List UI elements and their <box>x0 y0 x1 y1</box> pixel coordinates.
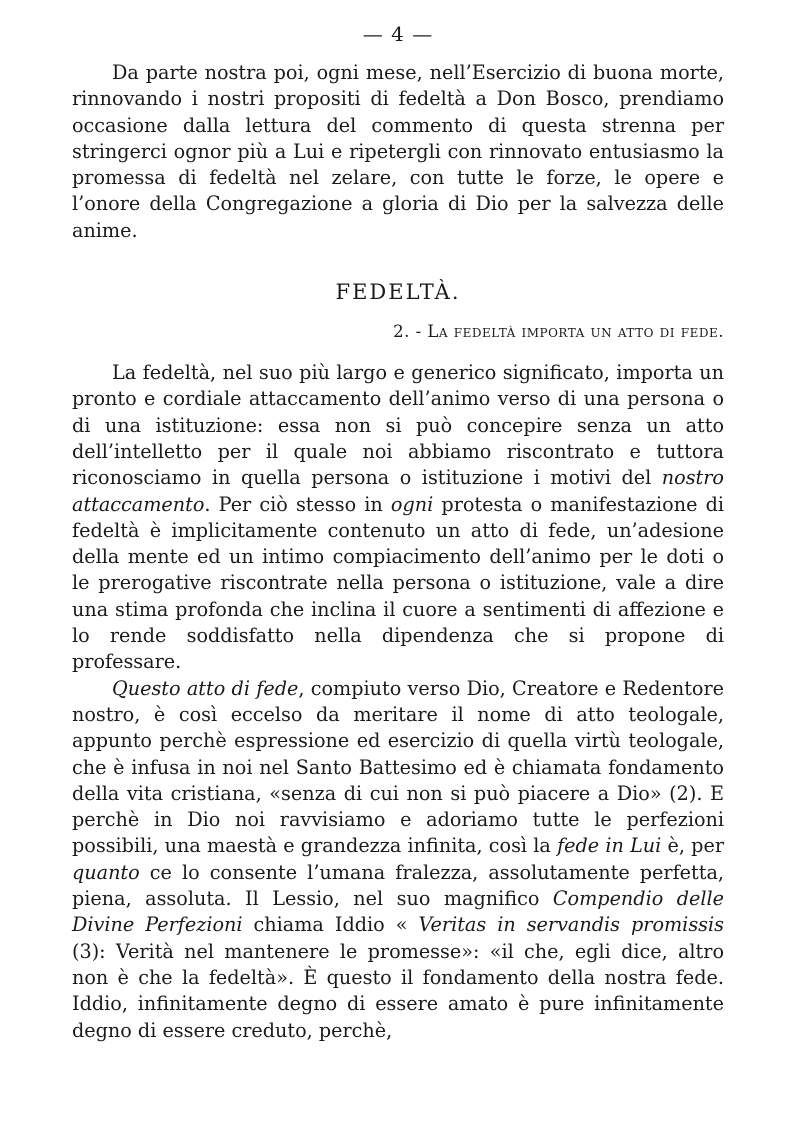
p2-text-1: , compiuto verso Dio, Creatore e Redentore nostro, è così eccelso da meritare il nome di atto teologale, appunto perchè espressione ed esercizio di quella virtù teologale, che è infusa in noi nel Santo Battesimo ed è chiamata fondamento della vita cristiana, «senza di cui non si può piacere a Dio» (2). E perchè in Dio noi ravvisiamo e adoriamo tutte le perfezioni possibili, una maestà e grandezza infinita, così la <box>72 676 725 858</box>
p2-text-2: è, per <box>661 834 724 858</box>
p1-text-1: La fedeltà, nel suo più largo e generico significato, importa un pronto e cordiale attaccamento dell’animo verso di una persona o di una istituzione: essa non si può concepire senza un atto dell’intelletto per il quale noi abbiamo riscontrato e tuttora riconosciamo in quella persona o istituzione i motivi del <box>72 361 724 490</box>
intro-paragraph: Da parte nostra poi, ogni mese, nell’Esercizio di buona morte, rinnovando i nostri propositi di fedeltà a Don Bosco, prendiamo occasione dalla lettura del commento di questa strenna per stringerci ognor più a Lui e ripetergli con rinnovato entusiasmo la promessa di fedeltà nel zelare, con tutte le forze, le opere e l’onore della Congregazione a gloria di Dio per la salvezza delle anime. <box>72 61 724 242</box>
p2-text-3: ce lo consente l’umana fralezza, assolutamente perfetta, piena, assoluta. Il Lessio, nel suo magnifico <box>72 860 724 911</box>
p1-text-3: protesta o manifestazione di fedeltà è implicitamente contenuto un atto di fede, un’adesione della mente ed un intimo compiacimento dell’animo per le doti o le prerogative riscontrate nella persona o istituzione, vale a dire una stima profonda che inclina il cuore a sentimenti di affezione e lo rende soddisfatto nella dipendenza che si propone di professare. <box>72 492 724 674</box>
body-paragraph-2 <box>72 676 724 1044</box>
p1-italic-2: ogni <box>390 492 434 516</box>
p2-italic-4: Compendio delle Divine Perfezioni <box>72 887 724 937</box>
p2-italic-5: Veritas in servandis promissis <box>418 913 724 937</box>
subheading-text: La fedeltà importa un atto di fede. <box>427 322 724 342</box>
section-title: FEDELTÀ. <box>335 280 461 305</box>
section-subheading <box>72 320 724 344</box>
p2-text-5: (3): Verità nel mantenere le promesse»: «il che, egli dice, altro non è che la fedeltà». È questo il fondamento della nostra fede. Iddio, infinitamente degno di essere amato è pure infinitamente degno di essere creduto, perchè, <box>72 939 724 1042</box>
p2-italic-3: quanto <box>72 860 140 884</box>
p2-text-4: chiama Iddio « <box>242 913 419 937</box>
p1-italic-1: nostro attaccamento <box>72 466 724 516</box>
subheading-number: 2. - <box>393 322 428 342</box>
page-number: — 4 — <box>362 22 434 46</box>
p2-italic-2: fede in Lui <box>557 834 662 858</box>
body-paragraph-1 <box>72 360 724 676</box>
document-page <box>72 22 724 1044</box>
p1-text-2: . Per ciò stesso in <box>204 492 391 516</box>
p2-italic-1: Questo atto di fede <box>112 676 299 700</box>
